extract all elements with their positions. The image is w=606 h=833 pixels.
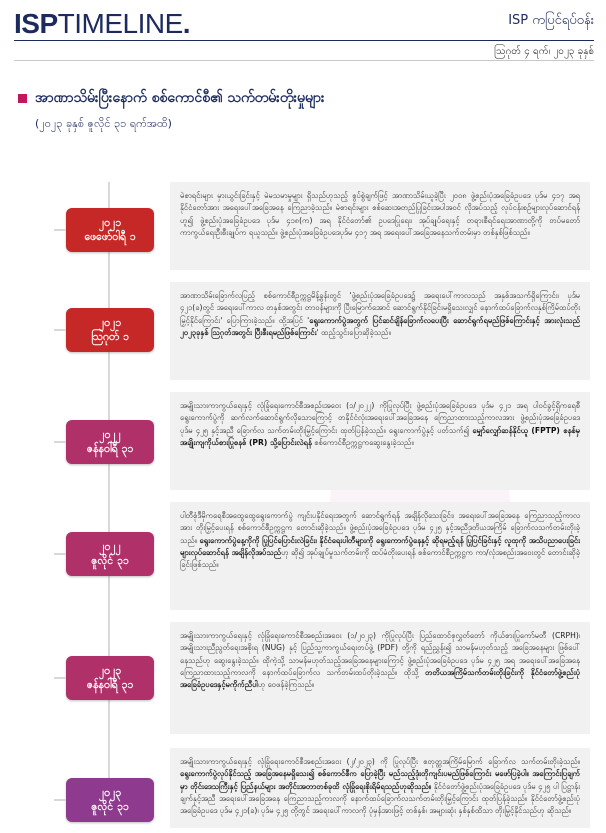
date-year: ၂၀၂၂ (99, 428, 121, 441)
issue-date: ဩဂုတ် ၄ ရက်၊ ၂၀၂၃ ခုနှစ် (494, 46, 594, 57)
connector-line (54, 553, 66, 555)
logo-timeline: TIMELINE (57, 8, 183, 39)
event-text-bold: မျှော်လျှော်ဆန်နိုင်ယူ (FPTP) စနစ်မှ အချိုးကျကိုယ်စားပြုစနစ် (PR) သို့ပြောင်းလဲရန် (180, 425, 581, 447)
date-day: ဇန်နဝါရီ ၃၁ (86, 679, 134, 691)
connector-line (54, 329, 66, 331)
timeline (0, 182, 606, 832)
event-text: ပါတီစုံဒီမိုကရေစီအထွေထွေရွေးကောက်ပွဲ ကျင်းပနိုင်ရေးအတွက် ဆောင်ရွက်ရန် အချိန်လိုသေးခြင်း၊ အရေးပေါ်အခြေအနေ ကြေညာသည့်ကာလအား တိုးမြှင့်ပေးရန် စစ်ကောင်စီဥက္ကဋ္ဌက တောင်းဆိုခဲ့သည်။ ဖွဲ့စည်းပုံအခြေခံဥပဒေ ပုဒ်မ ၄၂၅ နှင့်အညီဒုတိယအကြိမ် ခြောက်လသက်တမ်းတိုးခဲ့သည်။ (180, 511, 580, 545)
logo-dot: . (182, 8, 191, 39)
event-text-bold: တတိယအကြိမ်သက်တမ်းတိုးခြင်းကို နိုင်ငံတော်ဖွဲ့စည်းပုံအခြေခံဥပဒေနှင့်မကိုက်ညီပါ (180, 667, 580, 690)
connector-line (54, 799, 66, 801)
event-text-tail: စစ်ကောင်စီဥက္ကဋ္ဌကဆွေးနွေးခဲ့သည်။ (311, 437, 414, 447)
date-day: ဇန်နဝါရီ ၃၁ (86, 443, 134, 455)
isp-timeline-logo (14, 8, 190, 40)
event-card (170, 622, 590, 734)
date-year: ၂၀၂၁ (98, 216, 122, 229)
event-card (170, 392, 590, 490)
event-card (170, 502, 590, 610)
date-day: ဖေဖော်ဝါရီ ၁ (84, 231, 136, 243)
date-year: ၂၀၂၃ (98, 664, 122, 677)
event-text-tail: ဟု ဆို၍ အုပ်ချုပ်မှုသက်တမ်းကို ထပ်မံတိုးပေးရန် စစ်ကောင်စီဥက္ကဋ္ဌက ကာ/လုံအစည်းအဝေးတွင် တောင်းဆိုခဲ့ခြင်းဖြစ်သည်။ (180, 547, 580, 570)
date-year: ၂၀၂၁ (98, 316, 122, 329)
event-text-bold: ရွေးကောက်ပွဲအတွက် ပြင်ဆင်ချိန်ခြောက်လပေးပြီး ဆောင်ရွက်ရမည်ဖြစ်ကြောင်းနှင့် အားလုံးသည် ၂၀၂၃ခုနှစ် ဩဂုတ်အတွင်း ပြီးစီးရမည်ဖြစ်ကြောင်း (180, 315, 580, 337)
series-title: ISP ကပြင်ရပ်ဝန်း (508, 13, 594, 28)
date-day: ဇူလိုင် ၃၁ (91, 555, 129, 567)
page-title: အာဏာသိမ်းပြီးနောက် စစ်ကောင်စီ၏ သက်တမ်းတိုးမှုများ (35, 90, 325, 106)
header-divider (14, 60, 594, 61)
logo-isp: ISP (14, 8, 58, 39)
header-rule (14, 40, 594, 41)
date-day: ဩဂုတ် ၁ (91, 331, 129, 343)
title-block (18, 88, 588, 133)
event-text-bold: ရွေးကောက်ပွဲလုပ်နိုင်သည့် အခြေအနေမရှိသေး၍ စစ်ကောင်စီက ပြောခဲ့ပြီး မည်သည့်ဒုံးတိုကျင်းပမည်ဖြစ်ကြောင်း မဖော်ပြခဲ့ပါ။ အကြောင်းပြချက်မှာ တိုင်းဒေသကြီးနှင့် ပြည်နယ်များ အတိုင်းအတာတစ်ခုထိ လုံခြုံရေးစိုးရိမ်ရသည်ဟုဆိုသည်။ (180, 769, 580, 791)
date-badge (66, 420, 154, 464)
date-day: ဇူလိုင် ၃၁ (91, 801, 129, 813)
connector-line (54, 441, 66, 443)
date-badge (66, 208, 154, 252)
event-card (170, 748, 590, 828)
date-year: ၂၀၂၃ (98, 786, 122, 799)
event-text: အမျိုးသားကာကွယ်ရေးနှင့် လုံခြုံရေးကောင်စီအစည်းအဝေး (၁/၂၀၂၃) ကိုပြုလုပ်ပြီး ပြည်ထောင်စုလွှတ်တော် ကိုယ်စားပြုကော်မတီ (CRPH)၊ အမျိုးသားညီညွတ်ရေးအစိုးရ (NUG) နှင့် ပြည်သူ့ကာကွယ်ရေးတပ်ဖွဲ့ (PDF) တို့ကို ရည်ညွှန်း၍ သာမန်မဟုတ်သည့် အခြေအနေများ ဖြစ်ပေါ်နေသည်ဟု ဆွေးနွေးခဲ့သည်။ ထိုကဲ့သို့ သာမန်မဟုတ်သည့်အခြေအနေများကြောင့် ဖွဲ့စည်းပုံအခြေခံဥပဒေ ပုဒ်မ ၄၂၅ အရ အရေးပေါ်အခြေအနေ ကြေညာထားသည့်ကာလကို နောက်ထပ်ခြောက်လ သက်တမ်းထပ်တိုးခဲ့သည်။ ထိုသို့ (180, 631, 580, 677)
title-square-icon (18, 94, 27, 103)
connector-line (54, 677, 66, 679)
event-text: အမျိုးသားကာကွယ်ရေးနှင့် လုံခြုံရေးကောင်စီအစည်းအဝေး (၁/၂၀၂၂) ကိုပြုလုပ်ပြီး ဖွဲ့စည်းပုံအခြေခံဥပဒေ ပုဒ်မ ၄၂၁ အရ ပါဝင်ခွင့်ရှိကရေစီရွေးကောက်ပွဲကို ဆက်လက်ဆောင်ရွက်လိုသောကြောင့် တနိုင်ငံလုံးအရေးပေါ်အခြေအနေ ကြေညာထားသည့်ကာလအား ဖွဲ့စည်းပုံအခြေခံဥပဒေ ပုဒ်မ ၄၂၅ နှင့်အညီ ခြောက်လ သက်တမ်းတိုးမြှင့်ကြောင်း ထုတ်ပြန်ခဲ့သည်။ ရွေးကောက်ပွဲနှင့် ပတ်သက်၍ (180, 401, 580, 435)
date-badge (66, 308, 154, 352)
timeline-spine (108, 182, 110, 822)
connector-line (54, 229, 66, 231)
header (0, 0, 606, 62)
page-subtitle: (၂၀၂၃ ခုနှစ် ဇူလိုင် ၃၁ ရက်အထိ) (35, 117, 172, 130)
date-badge (66, 778, 154, 822)
event-text: အမျိုးသားကာကွယ်ရေးနှင့် လုံခြုံရေးကောင်စီအစည်းအဝေး (၂/၂၀၂၃) ကို ပြုလုပ်ပြီး စတုတ္ထအကြိမ်မြောက် ခြောက်လ သက်တမ်းတိုးခဲ့သည်။ (180, 757, 580, 766)
event-card (170, 282, 590, 380)
event-text-tail: ' ထည့်သွင်းပြောဆိုခဲ့သည်။ (316, 327, 391, 337)
date-badge (66, 656, 154, 700)
date-year: ၂၀၂၂ (99, 540, 121, 553)
date-badge (66, 532, 154, 576)
event-card (170, 182, 590, 270)
event-text-tail: ဟု ဝေဖန်ခဲ့ကြသည်။ (257, 680, 315, 690)
event-text: မဲစာရင်းများ မှားယွင်းခြင်းနှင့် မဲမသမာမှုများ ရှိသည်ဟုသည့် စွပ်စွဲချက်ဖြင့် အာဏာသိမ်းယူခဲ့ပြီး ၂၀၀၈ ဖွဲ့စည်းပုံအခြေခံဥပဒေ ပုဒ်မ ၄၁၇ အရ နိုင်ငံတော်အား အရေးပေါ်အခြေအနေ ကြေညာခဲ့သည်။ မဲစာရင်းများ စစ်ဆေးအတည်ပြုခြင်းအပါအဝင် လိုအပ်သည့် လုပ်ငန်းစဉ်များလုပ်ဆောင်ရန်ဟူ၍ ဖွဲ့စည်းပုံအခြေခံဥပဒေ ပုဒ်မ ၄၁၈(က) အရ နိုင်ငံတော်၏ ဥပဒေပြုရေး၊ အုပ်ချုပ်ရေးနှင့် တရားစီရင်ရေးအာဏာတို့ကို တပ်မတော်ကာကွယ်ရေးဦးစီးချုပ်က ရယူသည်။ ဖွဲ့စည်းပုံအခြေခံဥပဒေပုဒ်မ ၄၁၇ အရ အရေးပေါ်အခြေအနေသက်တမ်းမှာ တစ်နှစ်ဖြစ်သည်။ (180, 191, 580, 237)
event-text-bold: ရွေးကောက်ပွဲနေ့ကိုကို ပြုပြင်ပြောင်းလဲခြင်း၊ နိုင်ငံရေးပါတီများကို ရွေးကောက်ပွဲနေနှင့် ဆိုရမည့်ရန် ပြုပြင်ခြင်းနှင့် လူထုကို အသိပညာပေးခြင်းများလုပ်ဆောင်ရန် အချိန်လိုအပ်သည် (180, 535, 580, 557)
event-text: အာဏာသိမ်းခြောက်လပြည့် စစ်ကောင်စီဥက္ကဋ္ဌမိန့်ခွန်းတွင် 'ဖွဲ့စည်းပုံအခြေခံဥပဒေ၌ အရေးပေါ်ကာလသည် အနှစ်အသက်ရှိကြောင်း၊ ပုဒ်မ ၄၂၁(ခ)တွင် အရေးပေါ်ကာလ တနှစ်အတွင်း တာဝန်များကို ပြီးမြောက်အောင် ဆောင်ရွက်နိုင်ခြင်းမရှိသေးလျှင် နောက်ထပ်ခြောက်လနှစ်ကြိမ်ထပ်တိုးမြှင့်နိုင်ကြောင်း' ပြောကြားခဲ့သည်။ ထို့အပြင် ' (180, 291, 580, 325)
event-text-tail: နိုင်ငံတော်ဖွဲ့စည်းပုံအခြေခံဥပဒေ ပုဒ်မ ၄၂၅ ပါ ပြဋ္ဌာန်းချက်နှင့်အညီ အရေးပေါ်အခြေအနေ ကြေညာသည့်ကာလကို နောက်ထပ်ခြောက်လသက်တမ်းတိုးမြှင့်ကြောင်း ထုတ်ပြန်ခဲ့သည်။ နိုင်ငံတော်ဖွဲ့စည်းပုံအခြေခံဥပဒေ ပုဒ်မ ၄၂၁(ခ)၊ ပုဒ်မ ၄၂၅ တို့တွင် အရေးပေါ်ကာလကို ပုံမှန်အားဖြင့် တစ်နှစ်၊ အများဆုံး နှစ်နှစ်ထိသာ တိုးမြှင့်နိုင်သည်ဟု ဆိုသည်။ (180, 781, 580, 816)
